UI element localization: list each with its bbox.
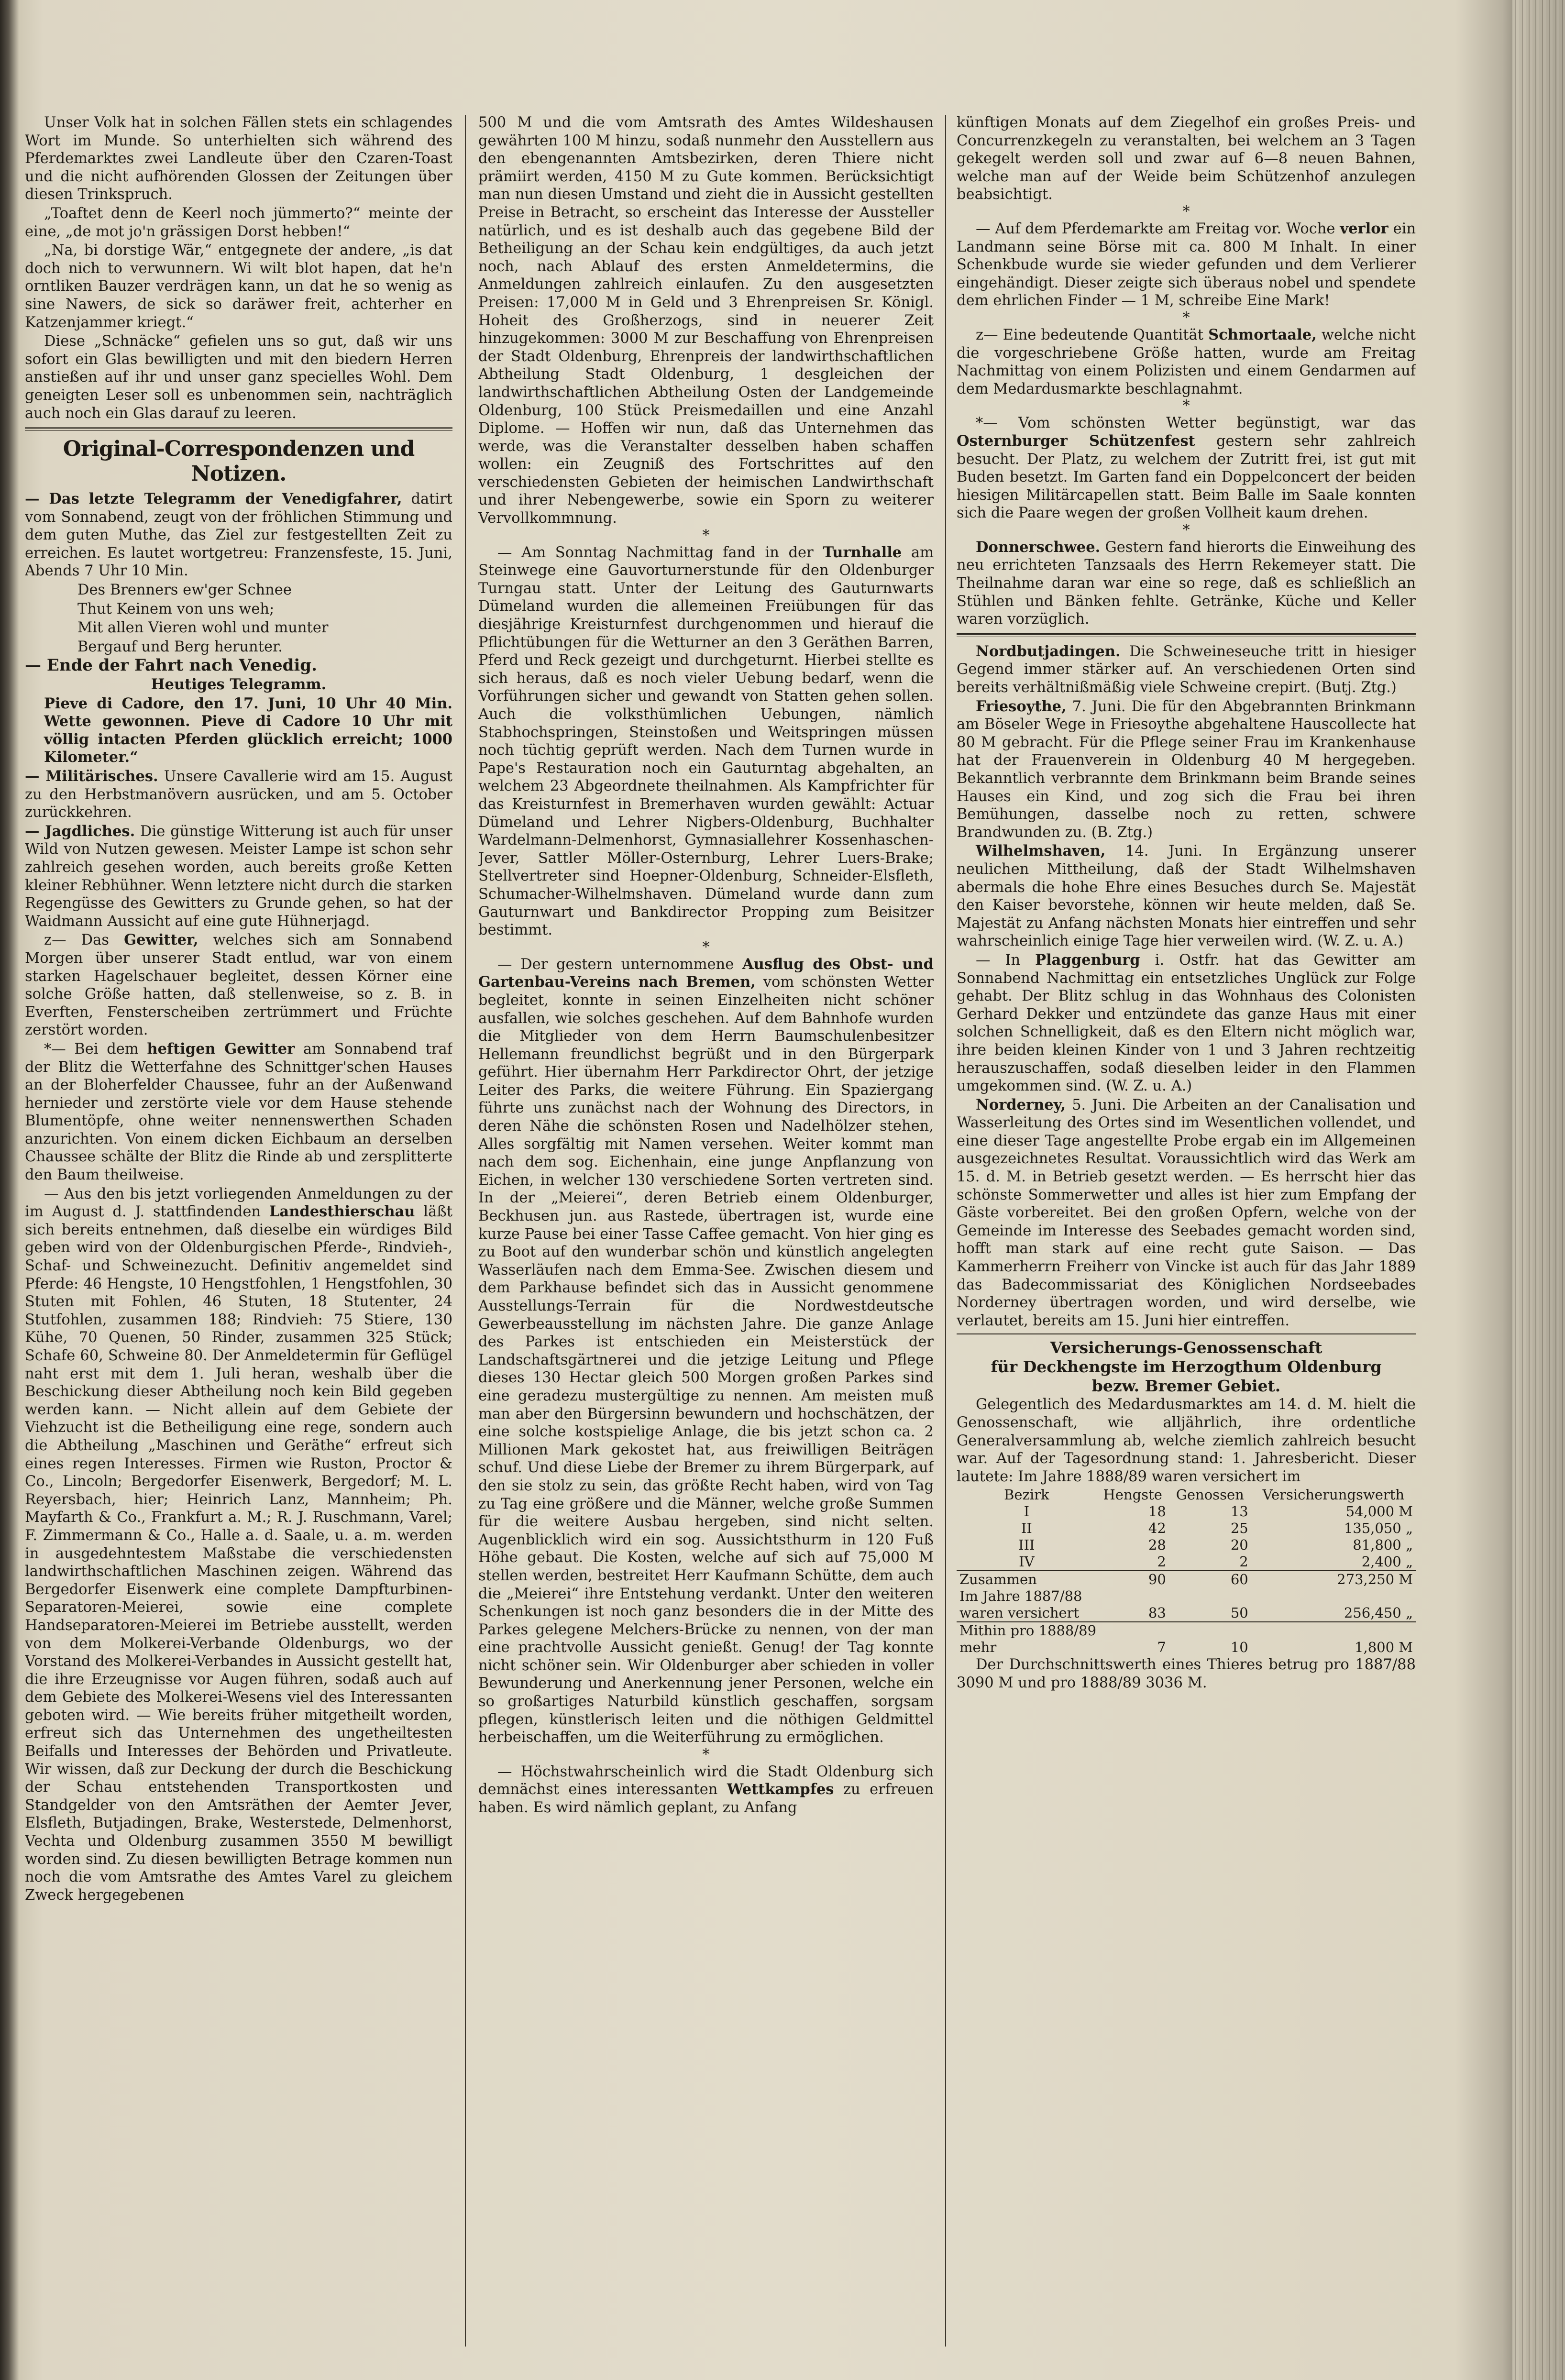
article-heading: Wilhelmshaven, — [976, 842, 1106, 860]
article-heading: Wettkampfes — [727, 1781, 834, 1798]
article-paragraph — [25, 768, 452, 822]
article-heading: Plaggenburg — [1035, 951, 1140, 969]
article-paragraph — [25, 931, 452, 1039]
table-cell: 256,450 „ — [1344, 1605, 1413, 1621]
telegram-text: Pieve di Cadore, den 17. Juni, 10 Uhr 40 Min. Wette gewonnen. Pieve di Cadore 10 Uhr mit völlig intacten Pferden glücklich erreicht; 1000 Kilometer.“ — [44, 694, 452, 766]
article-heading: Donnerschwee. — [976, 538, 1101, 556]
table-cell: III — [1018, 1537, 1035, 1554]
article-lead: — Der gestern unternommene — [497, 956, 734, 973]
article-text: datirt vom Sonnabend, zeugt von der fröhlichen Stimmung und dem guten Muthe, das Ziel zur festgestellten Zeit zu erreichen. Es lautet wortgetreu: Franzensfeste, 15. Juni, Abends 7 Uhr 10 Min. — [25, 491, 452, 580]
notice-text: Gelegentlich des Medardusmarktes am 14. d. M. hielt die Genossenschaft, wie alljährlich, ihre ordentliche Generalversammlung ab, welche ziemlich zahlreich besucht war. Auf der Tagesordnung stand: 1. Jahresbericht. Dieser lautete: Im Jahre 1888/89 waren versichert im — [957, 1396, 1416, 1485]
table-cell: 50 — [1230, 1605, 1248, 1621]
table-row — [957, 1605, 1416, 1622]
article-paragraph — [957, 698, 1416, 842]
article-paragraph — [957, 539, 1416, 628]
table-row — [957, 1503, 1416, 1520]
table-row — [957, 1622, 1416, 1639]
table-cell: 2 — [1239, 1554, 1248, 1570]
verse-line: Des Brenners ew'ger Schnee — [77, 582, 292, 599]
table-cell: 42 — [1148, 1520, 1166, 1537]
table-sum-row — [957, 1571, 1416, 1588]
article-heading: — Jagdliches. — [25, 822, 135, 840]
table-cell: 1,800 M — [1355, 1639, 1413, 1656]
article-paragraph — [957, 842, 1416, 950]
article-heading: Nordbutjadingen. — [976, 642, 1121, 660]
verse-line: Bergauf und Berg herunter. — [77, 638, 283, 655]
article-subheading: Heutiges Telegramm. — [151, 676, 327, 694]
article-lead: — Höchstwahrscheinlich wird die Stadt Oldenburg sich demnächst eines interessanten — [478, 1763, 934, 1798]
article-heading: heftigen Gewitter — [147, 1040, 295, 1058]
divider — [957, 633, 1416, 637]
article-text: Gestern fand hierorts die Einweihung des neu errichteten Tanzsaals des Herrn Rekemeyer statt. Die Theilnahme daran war eine so rege, daß es schließlich an Stühlen und Bänken fehlte. Getränke, Küche und Keller waren vorzüglich. — [957, 539, 1416, 628]
table-row — [957, 1639, 1416, 1656]
column-1 — [25, 114, 452, 2351]
article-paragraph — [957, 414, 1416, 522]
article-paragraph: Unser Volk hat in solchen Fällen stets ein schlagendes Wort im Munde. So unterhielten sich während des Pferdemarktes zwei Landleute über den Czaren-Toast und die nicht aufhörenden Glossen der Zeitungen über diesen Trinkspruch. — [25, 114, 452, 203]
article-text: läßt sich bereits entnehmen, daß dieselbe ein würdiges Bild geben wird von der Oldenburgischen Pferde-, Rindvieh-, Schaf- und Schweinezucht. Definitiv angemeldet sind Pferde: 46 Hengste, 10 Hengstfohlen, 1 Hengstfohlen, 30 Stuten mit Fohlen, 46 Stuten, 18 Stutenter, 24 Stutfohlen, zusammen 188; Rindvieh: 75 Stiere, 130 Kühe, 70 Quenen, 50 Rinder, zusammen 325 Stück; Schafe 60, Schweine 80. Der Anmeldetermin für Geflügel naht erst mit dem 1. Juli heran, weshalb über die Beschickung dieser Abtheilung noch kein Bild gegeben werden kann. — Nicht allein auf dem Gebiete der Viehzucht ist die Betheiligung eine rege, sondern auch die Abtheilung „Maschinen und Geräthe“ erfreut sich eines regen Interesses. Firmen wie Ruston, Proctor & Co., Lincoln; Bergedorfer Eisenwerk, Bergedorf; M. L. Reyersbach, hier; Heinrich Lanz, Mannheim; Ph. Mayfarth & Co., Frankfurt a. M.; R. J. Ruschmann, Varel; F. Zimmermann & Co., Halle a. d. Saale, u. a. m. werden in ausgedehntestem Maßstabe die verschiedensten landwirthschaftlichen Maschinen zeigen. Während das Bergedorfer Eisenwerk eine complete Dampfturbinen-Separatoren-Meierei, sowie eine complete Handseparatoren-Meierei im Betriebe ausstellt, werden von dem Molkerei-Verbande Oldenburgs, wo der Vorstand des Molkerei-Verbandes in Aussicht gestellt hat, die ihre Erzeugnisse vor Augen führen, sodaß auch auf dem Gebiete des Molkerei-Wesens viel des Interessanten geboten wird. — Wie bereits früher mitgetheilt worden, erfreut sich das Unternehmen des ungetheiltesten Beifalls und Interesses der Behörden und Privatleute. Wir wissen, daß zur Deckung der durch die Beschickung der Schau entstehenden Transportkosten und Standgelder von den Amtsräthen der Aemter Jever, Elsfleth, Butjadingen, Brake, Westerstede, Delmenhorst, Vechta und Oldenburg zusammen 3550 M bewilligt worden sind. Zu diesen bewilligten Betrage kommen nun noch die vom Amtsrathe des Amtes Varel zu gleichem Zweck hergegebenen — [25, 1203, 452, 1904]
article-text: vom schönsten Wetter begleitet, konnte in seinen Einzelheiten nicht schöner ausfallen, wie solches geschehen. Auf dem Bahnhofe wurden die Mitglieder von dem Herrn Baumschulenbesitzer Hellemann freundlichst begrüßt und in den Bürgerpark geführt. Hier übernahm Herr Parkdirector Ohrt, der jetzige Leiter des Parks, die weitere Führung. Ein Spaziergang führte uns zunächst nach der Wohnung des Directors, in deren Nähe die schönsten Rosen und Nadelhölzer stehen, Alles sorgfältig mit Namen versehen. Weiter kommt man nach dem sog. Eichenhain, eine junge Anpflanzung von Eichen, in welcher 130 verschiedene Sorten vertreten sind. In der „Meierei“, deren Betrieb einem Oldenburger, Beckhusen jun. aus Rastede, übertragen ist, wurde eine kurze Pause bei einer Tasse Caffee gemacht. Von hier ging es zu Boot auf den wunderbar schön und künstlich angelegten Wasserläufen nach dem Emma-See. Zwischen diesem und dem Parkhause befindet sich das in Aussicht genommene Ausstellungs-Terrain für die Nordwestdeutsche Gewerbeausstellung im nächsten Jahre. Die ganze Anlage des Parkes ist entschieden ein Meisterstück der Landschaftsgärtnerei und die jetzige Leitung und Pflege dieses 130 Hectar gleich 500 Morgen großen Parkes sind eine geradezu mustergültige zu nennen. Am meisten muß man aber den Bürgersinn bewundern und hochschätzen, der eine solche kostspielige Anlage, die bis jetzt schon ca. 2 Millionen Mark gekostet hat, aus freiwilligen Beiträgen schuf. Und diese Liebe der Bremer zu ihrem Bürgerpark, auf den sie stolz zu sein, das größte Recht haben, wird von Tag zu Tag eine größere und die Männer, welche große Summen für die weitere Ausbau hergeben, sind nicht selten. Augenblicklich wird ein sog. Aussichtsthurm in 120 Fuß Höhe gebaut. Die Kosten, welche auf sich auf 75,000 M stellen werden, bestreitet Herr Kaufmann Schütte, dem auch die „Meierei“ ihre Entstehung verdankt. Unter den weiteren Schenkungen ist noch ganz besonders die in der Mitte des Parkes gelegene Melchers-Brücke zu nennen, von der man eine prachtvolle Aussicht genießt. Genug! der Tag konnte nicht schöner sein. Wir Oldenburger aber schieden in voller Bewunderung und Anerkennung jener Personen, welche ein so großartiges Naturbild künstlich geschaffen, sorgsam pflegen, künstlerisch leiten und die nöthigen Geldmittel herbeischaffen, um die Weiterführung zu ermöglichen. — [478, 974, 934, 1746]
article-text: am Sonnabend traf der Blitz die Wetterfahne des Schnittger'schen Hauses an der Bloherfelder Chaussee, fuhr an der Außenwand hernieder und zerstörte viele vor dem Hause stehende Blumentöpfe, ohne weiter nennenswerthen Schaden anzurichten. Von einem dicken Eichbaum an derselben Chaussee schälte der Blitz die Rinde ab und zersplitterte den Baum theilweise. — [25, 1040, 452, 1184]
table-cell: 25 — [1230, 1520, 1248, 1537]
table-row — [957, 1588, 1416, 1605]
article-heading: Schmortaale, — [1208, 326, 1317, 343]
table-cell: 54,000 M — [1345, 1503, 1413, 1520]
table-row — [957, 1554, 1416, 1571]
table-cell: 10 — [1230, 1639, 1248, 1656]
notice-title: Versicherungs-Genossenschaft — [1050, 1338, 1323, 1357]
article-lead: *— Vom schönsten Wetter begünstigt, war das — [976, 415, 1416, 432]
article-heading: Turnhalle — [823, 543, 902, 561]
table-header-row — [957, 1487, 1416, 1503]
column-2 — [478, 114, 934, 2351]
article-heading: Landesthierschau — [269, 1203, 415, 1221]
divider — [25, 427, 452, 431]
table-cell: Im Jahre 1887/88 — [959, 1588, 1082, 1605]
article-text: 14. Juni. In Ergänzung unserer neulichen Mittheilung, daß der Stadt Wilhelmshaven abermals die hohe Ehre eines Besuches durch Se. Majestät den Kaiser bevorstehe, können wir heute melden, daß Se. Majestät zu Anfang nächsten Monats hier eintreffen und sehr wahrscheinlich einige Tage hier verweilen wird. — [957, 843, 1416, 950]
article-paragraph: Diese „Schnäcke“ gefielen uns so gut, daß wir uns sofort ein Glas bewilligten und mit den biedern Herren anstießen auf ihr und unser ganz specielles Wohl. Dem geneigten Leser soll es unbenommen sein, nachträglich auch noch ein Glas darauf zu leeren. — [25, 333, 452, 422]
table-cell: 13 — [1230, 1503, 1248, 1520]
table-cell: 28 — [1148, 1537, 1166, 1554]
column-rule — [465, 115, 466, 2347]
article-text: 5. Juni. Die Arbeiten an der Canalisation und Wasserleitung des Ortes sind im Wesentlichen vollendet, und eine dieser Tage angestellte Probe ergab ein im Allgemeinen ausgezeichnetes Resultat. Voraussichtlich wird das Werk am 15. d. M. in Betrieb gesetzt werden. — Es herrscht hier das schönste Sommerwetter und alles ist hier zum Empfang der Gäste vorbereitet. Bei den großen Opfern, welche von der Gemeinde im Interesse des Seebades gemacht worden sind, hofft man stark auf eine recht gute Saison. — Das Kammerherrn Freiherr von Vincke ist auch für das Jahr 1889 das Badecommissariat des Königlichen Nordseebades Norderney übertragen worden, und wird derselbe, wie verlautet, bereits am 15. Juni hier eintreffen. — [957, 1096, 1416, 1329]
table-cell: 18 — [1148, 1503, 1166, 1520]
separator-star: * — [702, 938, 710, 956]
separator-star: * — [702, 527, 710, 544]
article-text: gestern sehr zahlreich besucht. Der Platz, zu welchem der Zutritt frei, ist gut mit Buden besetzt. Im Garten fand ein Doppelconcert der beiden hiesigen Militärcapellen statt. Beim Balle im Saale konnten sich die Paare wegen der großen Vollheit kaum drehen. — [957, 432, 1416, 522]
article-text: Die Schweineseuche tritt in hiesiger Gegend immer stärker auf. An verschiedenen Orten sind bereits verhältnißmäßig viele Schweine crepirt. — [957, 643, 1416, 696]
source-citation: (Butj. Ztg.) — [1315, 679, 1397, 696]
separator-star: * — [1182, 521, 1190, 539]
table-cell: I — [1024, 1503, 1030, 1520]
article-text: Die günstige Witterung ist auch für unser Wild von Nutzen gewesen. Meister Lampe ist schon sehr zahlreich gesehen worden, auch bereits große Ketten kleiner Rebhühner. Wenn letztere nicht durch die starken Regengüsse des Gewitters zu Grunde gehen, so hat der Waidmann Aussicht auf eine gute Hühnerjagd. — [25, 823, 452, 930]
article-heading: Ausflug des Obst- und Gartenbau-Vereins nach Bremen, — [478, 955, 934, 991]
article-paragraph — [25, 1040, 452, 1184]
article-text: welches sich am Sonnabend Morgen über unserer Stadt entlud, war von einem starken Hagelschauer begleitet, dessen Körner eine solche Größe hatten, daß stellenweise, so z. B. in Everften, Fensterscheiben zertrümmert und Früchte zerstört worden. — [25, 932, 452, 1039]
separator-star: * — [1182, 397, 1190, 415]
article-heading: — Das letzte Telegramm der Venedigfahrer, — [25, 490, 402, 508]
table-cell: 83 — [1148, 1605, 1166, 1621]
table-header: Bezirk — [1004, 1487, 1049, 1503]
table-cell: 135,050 „ — [1344, 1520, 1413, 1537]
table-cell: 20 — [1230, 1537, 1248, 1554]
article-paragraph: 500 M und die vom Amtsrath des Amtes Wildeshausen gewährten 100 M hinzu, sodaß nunmehr den Ausstellern aus den ebengenannten Amtsbezirken, deren Thiere nicht prämiirt werden, 4150 M zu Gute kommen. Berücksichtigt man nun diesen Umstand und zieht die in Aussicht gestellten Preise in Betracht, so erscheint das Interesse der Aussteller natürlich, und es ist deshalb auch das gegebene Bild der Betheiligung an der Schau kein endgültiges, da auch jetzt noch, nach Ablauf des ersten Anmeldetermins, die Anmeldungen zahlreich einlaufen. Zu den ausgesetzten Preisen: 17,000 M in Geld und 3 Ehrenpreisen Sr. Königl. Hoheit des Großherzogs, sind in neuerer Zeit hinzugekommen: 3000 M zur Beschaffung von Ehrenpreisen der Stadt Oldenburg, Ehrenpreis der landwirthschaftlichen Abtheilung Stadt Oldenburg, 1 desgleichen der landwirthschaftlichen Abtheilung Osten der Landgemeinde Oldenburg, 100 Stück Preismedaillen und eine Anzahl Diplome. — Hoffen wir nun, daß das Unternehmen das werde, was die Veranstalter desselben haben schaffen wollen: ein Zeugniß des Fortschrittes auf den verschiedensten Gebieten der heimischen Landwirthschaft und ihrer Nebengewerbe, sowie ein Sporn zu weiterer Vervollkommnung. — [478, 114, 934, 527]
table-cell: 2,400 „ — [1361, 1554, 1413, 1570]
article-paragraph — [957, 326, 1416, 398]
article-lead: *— Bei dem — [44, 1040, 139, 1058]
article-text: zu erfreuen haben. Es wird nämlich geplant, zu Anfang — [478, 1781, 934, 1817]
article-lead: — Aus den bis jetzt vorliegenden Anmeldungen zu der im August d. J. stattfindenden — [25, 1185, 452, 1221]
table-row — [957, 1537, 1416, 1554]
article-paragraph: künftigen Monats auf dem Ziegelhof ein großes Preis- und Concurrenzkegeln zu veranstalten, bei welchem an 3 Tagen gekegelt werden soll und zwar auf 6—8 neuen Bahnen, welche man auf der Weide beim Schützenhof anzulegen beabsichtigt. — [957, 114, 1416, 203]
table-cell: Zusammen — [957, 1571, 1097, 1588]
table-cell: mehr — [959, 1639, 997, 1656]
article-lead: — Am Sonntag Nachmittag fand in der — [497, 544, 814, 561]
page-edge — [1512, 0, 1565, 2380]
article-paragraph — [957, 643, 1416, 697]
separator-star: * — [1182, 203, 1190, 220]
article-text: am Steinwege eine Gauvorturnerstunde für den Oldenburger Turngau statt. Unter der Leitung des Gauturnwarts Dümeland wurden die allemeinen Freiübungen für das diesjährige Kreisturnfest durchgenommen und hierauf die Pflichtübungen für die Wetturner an den 3 Geräthen Barren, Pferd und Reck gezeigt und durchgeturnt. Hierbei stellte es sich heraus, daß es noch vieler Uebung bedarf, wenn die Vorführungen sicher und gewandt von Statten gehen sollen. Auch die volksthümlichen Uebungen, nämlich Stabhochspringen, Steinstoßen und Weitspringen müssen noch tüchtig geprüft werden. Nach dem Turnen wurde in Pape's Restauration noch ein Gauturntag abgehalten, an welchem 23 Abgeordnete theilnahmen. Als Kampfrichter für das Kreisturnfest in Bremerhaven wurden gewählt: Actuar Dümeland und Lehrer Nigbers-Oldenburg, Buchhalter Wardelmann-Delmenhorst, Gymnasiallehrer Kossenhaschen-Jever, Sattler Möller-Osternburg, Lehrer Luers-Brake; Stellvertreter sind Hoepner-Oldenburg, Schneider-Elsfleth, Schumacher-Wilhelmshaven. Dümeland wurde dann zum Gauturnwart und Bankdirector Propping zum Beisitzer bestimmt. — [478, 544, 934, 939]
insurance-table — [957, 1487, 1416, 1656]
source-citation: (W. Z. u. A.) — [1106, 1078, 1192, 1095]
separator-star: * — [1182, 309, 1190, 326]
article-paragraph: „Toaftet denn de Keerl noch jümmerto?“ meinte der eine, „de mot jo'n grässigen Dorst hebben!“ — [25, 205, 452, 240]
table-cell: 7 — [1157, 1639, 1166, 1656]
column-rule — [945, 115, 946, 2347]
table-cell: 60 — [1169, 1571, 1251, 1588]
article-paragraph — [957, 951, 1416, 1095]
table-cell: 81,800 „ — [1353, 1537, 1413, 1554]
table-cell: 2 — [1157, 1554, 1166, 1570]
table-cell: Mithin pro 1888/89 — [957, 1622, 1416, 1639]
table-header: Versicherungswerth — [1262, 1487, 1405, 1503]
article-lead: — In — [976, 951, 1021, 969]
article-paragraph — [478, 1763, 934, 1817]
article-heading: Friesoythe, — [976, 697, 1067, 715]
separator-star: * — [702, 1746, 710, 1763]
article-lead: z— Eine bedeutende Quantität — [976, 326, 1203, 343]
notice-title: für Deckhengste im Herzogthum Oldenburg — [991, 1357, 1382, 1377]
section-title: Original-Correspondenzen und Notizen. — [63, 437, 415, 486]
table-header: Hengste — [1103, 1487, 1162, 1503]
table-row — [957, 1520, 1416, 1537]
article-paragraph — [25, 1185, 452, 1905]
table-header: Genossen — [1176, 1487, 1244, 1503]
article-text: 7. Juni. Die für den Abgebrannten Brinkmann am Böseler Wege in Friesoythe abgehaltene Hauscollecte hat 80 M gebracht. Für die Pflege seiner Frau im Krankenhause hat der Frauenverein in Oldenburg 40 M hergegeben. Bekanntlich verbrannte dem Brinkmann beim Brande seines Hauses ein Kind, und zog sich die Frau bei ihren Bemühungen, dasselbe noch zu retten, schwere Brandwunden zu. — [957, 698, 1416, 841]
table-cell: IV — [1019, 1554, 1035, 1570]
article-heading: Osternburger Schützenfest — [957, 432, 1195, 450]
table-cell: waren versichert — [959, 1605, 1080, 1621]
article-paragraph — [478, 956, 934, 1747]
article-heading: — Militärisches. — [25, 768, 158, 785]
article-lead: z— Das — [44, 932, 109, 949]
table-cell: II — [1021, 1520, 1032, 1537]
article-heading: Norderney, — [976, 1096, 1066, 1113]
verse-line: Thut Keinem von uns weh; — [77, 600, 275, 617]
article-heading: — Ende der Fahrt nach Venedig. — [25, 656, 317, 675]
article-heading: Gewitter, — [124, 931, 198, 949]
table-cell: 273,250 M — [1251, 1571, 1416, 1588]
article-text: welche nicht die vorgeschriebene Größe hatten, wurde am Freitag Nachmittag von einem Polizisten und einem Gendarmen auf dem Medardusmarkte beschlagnahmt. — [957, 326, 1416, 397]
article-heading: verlor — [1340, 220, 1389, 237]
article-lead: — Auf dem Pferdemarkte am Freitag vor. Woche — [976, 220, 1335, 237]
article-paragraph — [25, 823, 452, 931]
column-3 — [957, 114, 1416, 2351]
article-text: ein Landmann seine Börse mit ca. 800 M Inhalt. In einer Schenkbude wurde sie wieder gefunden und dem Verlierer eingehändigt. Dieser zeigte sich überaus nobel und spendete dem ehrlichen Finder — 1 M, schreibe Eine Mark! — [957, 220, 1416, 309]
source-citation: (W. Z. u. A.) — [1317, 933, 1404, 950]
article-paragraph — [957, 220, 1416, 310]
verse-line: Mit allen Vieren wohl und munter — [77, 619, 329, 637]
article-text: Unsere Cavallerie wird am 15. August zu den Herbstmanövern ausrücken, und am 5. October zurückkehren. — [25, 768, 452, 821]
article-paragraph — [25, 490, 452, 580]
notice-text: Der Durchschnittswerth eines Thieres betrug pro 1887/88 3090 M und pro 1888/89 3036 M. — [957, 1656, 1416, 1691]
source-citation: (B. Ztg.) — [1091, 824, 1153, 841]
article-paragraph — [478, 544, 934, 939]
divider — [957, 1333, 1416, 1334]
article-text: i. Ostfr. hat das Gewitter am Sonnabend Nachmittag ein entsetzliches Unglück zur Folge gehabt. Der Blitz schlug in das Wohnhaus des Colonisten Gerhard Dekker und entzündete das ganze Haus mit einer solchen Schnelligkeit, daß es den Eltern nicht möglich war, ihre beiden kleinen Kinder von 1 und 3 Jahren rechtzeitig herauszuschaffen, sodaß dieselben leider in den Flammen umgekommen sind. — [957, 951, 1416, 1095]
article-paragraph: „Na, bi dorstige Wär,“ entgegnete der andere, „is dat doch nich to verwunnern. Wi wilt blot hapen, dat he'n orntliken Bauzer verdrägen kann, un dat he so wenig as sine Nawers, de sick so daräwer freit, achterher en Katzenjammer kriegt.“ — [25, 242, 452, 331]
table-cell: 90 — [1097, 1571, 1169, 1588]
notice-title: bezw. Bremer Gebiet. — [1091, 1377, 1281, 1396]
article-paragraph — [957, 1096, 1416, 1330]
